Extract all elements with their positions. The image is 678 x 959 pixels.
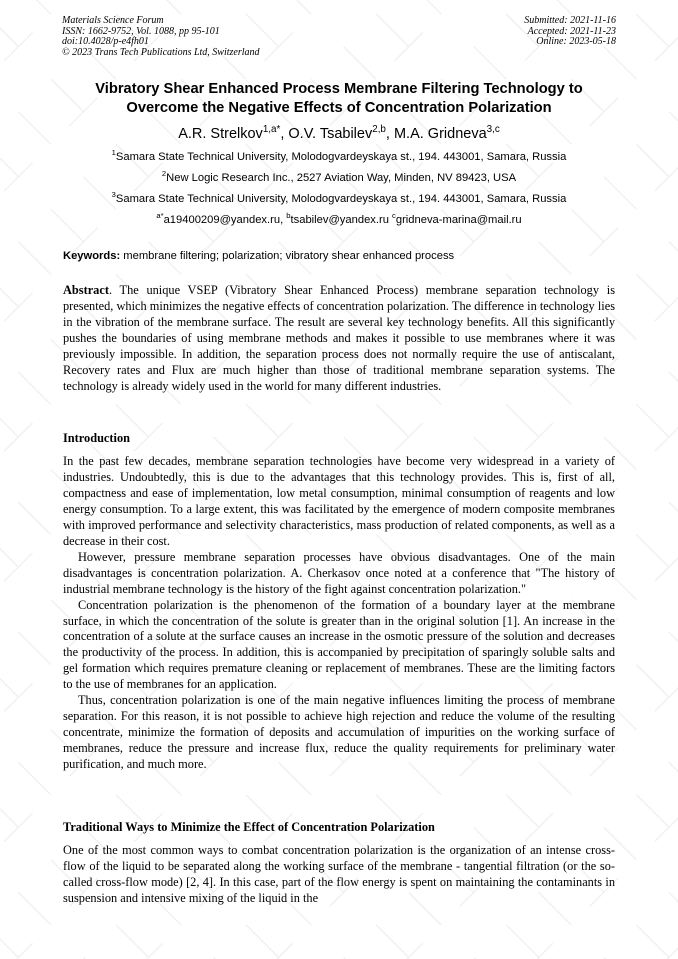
keywords-text: membrane filtering; polarization; vibratory shear enhanced process (120, 250, 455, 262)
abstract-label: Abstract (63, 283, 109, 297)
email-c[interactable]: gridneva-marina@mail.ru (395, 214, 522, 226)
author-list (40, 125, 638, 143)
email-c-marker: c (392, 210, 396, 220)
author-1: A.R. Strelkov (178, 126, 263, 142)
affiliation-2-text: New Logic Research Inc., 2527 Aviation Way, Minden, NV 89423, USA (166, 172, 517, 184)
affiliation-2-marker: 2 (161, 168, 167, 178)
journal-name: Materials Science Forum (62, 15, 164, 26)
paragraph: Thus, concentration polarization is one of the main negative influences limiting the process of membrane separation. For this reason, it is not possible to achieve high rejection and reduce the volume of the resulting concentrate, minimize the formation of deposits and accumulation of impurities on the working surface of membranes, reduce the pressure and increase flux, reduce the quality requirements for preliminary water purification, and much more. (63, 693, 615, 772)
paper-title (40, 80, 638, 118)
keywords-label: Keywords: (63, 250, 121, 262)
author-3: M.A. Gridneva (393, 126, 487, 142)
paragraph: Concentration polarization is the phenomenon of the formation of a boundary layer at the membrane surface, in which the concentration of the solute is greater than in the original solution [1]. An increase in the concentration of a solute at the surface causes an increase in the osmotic pressure of the solution and decreases the productivity of the process. In addition, this is accompanied by precipitation of sparingly soluble salts and gel formation which requires premature cleaning or replacement of membranes. These are the limiting factors to the use of membranes for an application. (63, 597, 615, 692)
journal-copyright: © 2023 Trans Tech Publications Ltd, Switzerland (62, 46, 260, 58)
accepted-date: Accepted: 2021-11-23 (527, 25, 616, 37)
affiliation-1-text: Samara State Technical University, Molodogvardeyskaya st., 194. 443001, Samara, Russia (115, 151, 567, 163)
email-b[interactable]: tsabilev@yandex.ru (290, 214, 393, 226)
affiliation-3-text: Samara State Technical University, Molodogvardeyskaya st., 194. 443001, Samara, Russia (115, 193, 567, 205)
author-separator: , (280, 126, 289, 142)
title-line-2: Overcome the Negative Effects of Concentration Polarization (126, 100, 552, 116)
author-emails (40, 210, 638, 227)
journal-doi: doi:10.4028/p-e4fh01 (62, 36, 149, 47)
paragraph: However, pressure membrane separation processes have obvious disadvantages. One of the main disadvantages is concentration polarization. A. Cherkasov once noted at a conference that "The history of industrial membrane technology is the history of the fight against concentration polarization." (63, 549, 615, 596)
traditional-ways-heading: Traditional Ways to Minimize the Effect of Concentration Polarization (63, 820, 435, 834)
affiliation-1-marker: 1 (111, 147, 116, 157)
traditional-ways-body (63, 843, 615, 907)
submission-dates (524, 16, 616, 48)
online-date: Online: 2023-05-18 (536, 36, 616, 47)
author-separator: , (385, 126, 394, 142)
introduction-heading: Introduction (63, 431, 130, 445)
paragraph: One of the most common ways to combat concentration polarization is the organization of an intense cross-flow of the liquid to be separated along the working surface of the membrane - tangential filtration (or the so-called cross-flow mode) [2, 4]. In this case, part of the flow energy is spent on maintaining the contaminants in suspension and intensive mixing of the liquid in the (63, 843, 615, 905)
abstract-text: . The unique VSEP (Vibratory Shear Enhanced Process) membrane separation technology is presented, which minimizes the negative effects of concentration polarization. The difference in technology lies in the vibration of the membrane surface. The result are several key technology benefits. All this significantly pushes the boundaries of using membrane methods and makes it possible to use membranes where it was previously impossible. In addition, the separation process does not normally require the use of antiscalant, Recovery rates and Flux are much higher than those of traditional membrane separation systems. The technology is already widely used in the world for many different industries. (63, 283, 615, 393)
email-b-marker: b (286, 210, 291, 220)
submitted-date: Submitted: 2021-11-16 (524, 15, 616, 26)
abstract (63, 283, 615, 395)
affiliation-2 (40, 168, 638, 185)
affiliation-1 (40, 147, 638, 164)
email-a[interactable]: a19400209@yandex.ru, (163, 214, 287, 226)
affiliation-3-marker: 3 (111, 189, 116, 199)
introduction-body (63, 454, 615, 773)
email-a-marker: a* (156, 210, 164, 220)
author-2: O.V. Tsabilev (288, 126, 373, 142)
journal-info (62, 16, 260, 58)
paragraph: In the past few decades, membrane separation technologies have become very widespread in a variety of industries. Undoubtedly, this is due to the advantages that this technology provides. This is, first of all, compactness and ease of implementation, low metal consumption, minimal consumption of reagents and low energy consumption. To a large extent, this was facilitated by the emergence of modern composite membranes with improved performance and selectivity characteristics, mass production of related components, as well as a decrease in their cost. (63, 454, 615, 548)
author-2-marker: 2,b (372, 123, 386, 135)
author-1-marker: 1,a* (262, 123, 281, 135)
author-3-marker: 3,c (486, 123, 500, 135)
affiliation-3 (40, 189, 638, 206)
keywords (63, 249, 615, 263)
title-line-1: Vibratory Shear Enhanced Process Membrane Filtering Technology to (95, 81, 583, 97)
journal-issn: ISSN: 1662-9752, Vol. 1088, pp 95-101 (62, 25, 220, 37)
